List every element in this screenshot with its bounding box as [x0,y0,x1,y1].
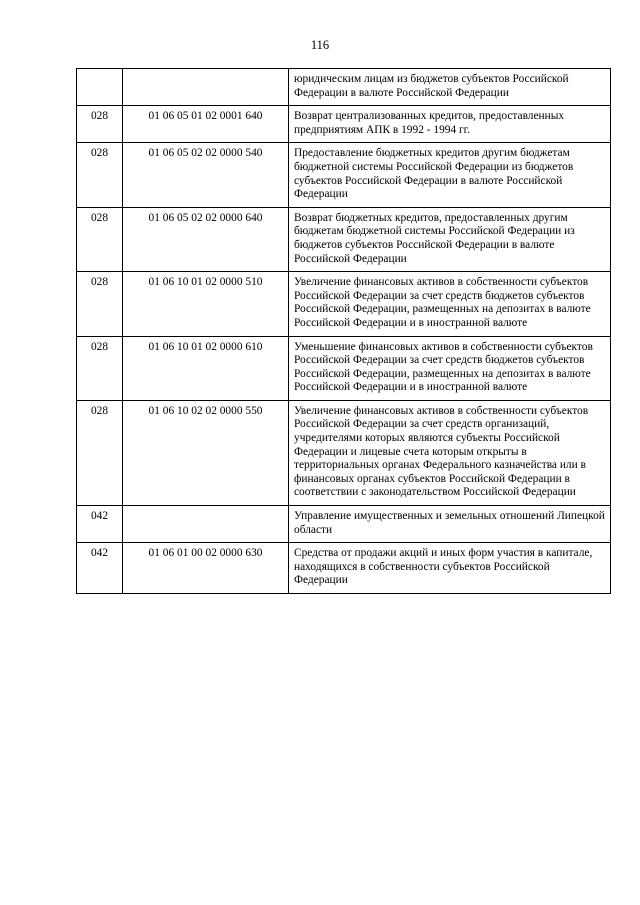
classification-code-cell: 01 06 01 00 02 0000 630 [123,543,289,594]
table-row [77,106,611,143]
classification-code-cell: 01 06 05 01 02 0001 640 [123,106,289,143]
table-row [77,272,611,336]
classification-code-cell [123,69,289,106]
admin-code-cell: 028 [77,336,123,400]
admin-code-cell: 028 [77,207,123,271]
admin-code-cell [77,69,123,106]
name-cell: юридическим лицам из бюджетов субъектов Российской Федерации в валюте Российской Федерации [289,69,611,106]
page-number: 116 [310,38,330,52]
table-row [77,143,611,207]
admin-code-cell: 042 [77,506,123,543]
classification-code-cell: 01 06 10 01 02 0000 510 [123,272,289,336]
admin-code-cell: 028 [77,272,123,336]
name-cell: Предоставление бюджетных кредитов другим бюджетам бюджетной системы Российской Федерации из бюджетов субъектов Российской Федерации в валюте Российской Федерации [289,143,611,207]
name-cell: Возврат централизованных кредитов, предоставленных предприятиям АПК в 1992 - 1994 гг. [289,106,611,143]
classification-code-cell: 01 06 05 02 02 0000 540 [123,143,289,207]
name-cell: Управление имущественных и земельных отношений Липецкой области [289,506,611,543]
table-row [77,207,611,271]
name-cell: Возврат бюджетных кредитов, предоставленных другим бюджетам бюджетной системы Российской Федерации из бюджетов субъектов Российской Федерации в валюте Российской Федерации [289,207,611,271]
table-row [77,400,611,505]
table-row [77,543,611,594]
table-row [77,336,611,400]
classification-code-cell: 01 06 10 02 02 0000 550 [123,400,289,505]
admin-code-cell: 028 [77,400,123,505]
table-row [77,69,611,106]
name-cell: Средства от продажи акций и иных форм участия в капитале, находящихся в собственности субъектов Российской Федерации [289,543,611,594]
classification-code-cell [123,506,289,543]
admin-code-cell: 042 [77,543,123,594]
name-cell: Уменьшение финансовых активов в собственности субъектов Российской Федерации за счет средств бюджетов субъектов Российской Федерации, размещенных на депозитах в валюте Российской Федерации и в иностранной валюте [289,336,611,400]
classification-code-cell: 01 06 10 01 02 0000 610 [123,336,289,400]
budget-sources-table [76,68,611,594]
admin-code-cell: 028 [77,143,123,207]
classification-code-cell: 01 06 05 02 02 0000 640 [123,207,289,271]
name-cell: Увеличение финансовых активов в собственности субъектов Российской Федерации за счет средств бюджетов субъектов Российской Федерации, размещенных на депозитах в валюте Российской Федерации и в иностранной валюте [289,272,611,336]
name-cell: Увеличение финансовых активов в собственности субъектов Российской Федерации за счет средств организаций, учредителями которых являются субъекты Российской Федерации и лицевые счета которым открыты в территориальных органах Федерального казначейства или в финансовых органах субъектов Российской Федерации в соответствии с законодательством Российской Федерации [289,400,611,505]
admin-code-cell: 028 [77,106,123,143]
table-row [77,506,611,543]
